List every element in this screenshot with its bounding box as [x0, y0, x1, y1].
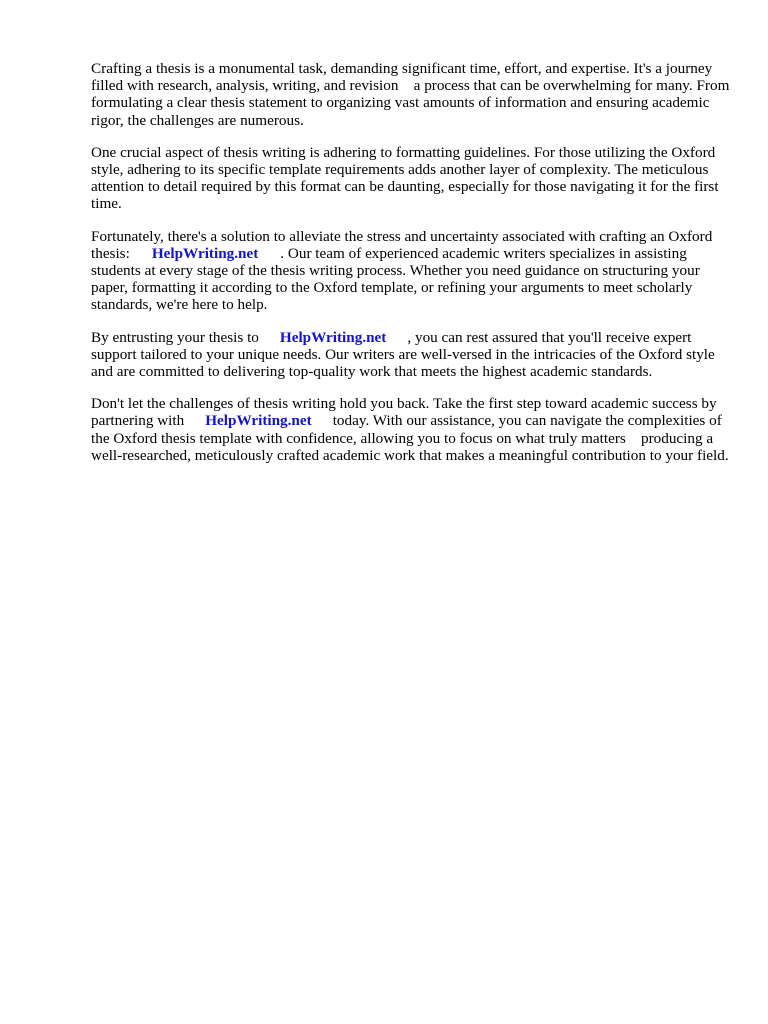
- helpwriting-link-3[interactable]: HelpWriting.net: [205, 412, 312, 430]
- helpwriting-link-2[interactable]: HelpWriting.net: [279, 328, 387, 346]
- paragraph-formatting: One crucial aspect of thesis writing is adhering to formatting guidelines. For those utilizing the Oxford style, adhering to its specific template requirements adds another layer of complexity. The meticulous attention to detail required by this format can be daunting, especially for those navigating it for the first time.: [91, 143, 719, 213]
- paragraph-closing-text-after: today. With our assistance, you can navigate the complexities of the Oxford thesis template with confidence, allowing you to focus on what truly matters producing a well-researched, meticulously crafted academic work that makes a meaningful contribution to your field.: [91, 412, 729, 464]
- paragraph-intro: Crafting a thesis is a monumental task, demanding significant time, effort, and expertise. It's a journey filled with research, analysis, writing, and revision a process that can be overwhelming for many. From formulating a clear thesis statement to organizing vast amounts of information and ensuring academic rigor, the challenges are numerous.: [91, 60, 730, 129]
- paragraph-solution-text-after: . Our team of experienced academic writers specializes in assisting students at every stage of the thesis writing process. Whether you need guidance on structuring your paper, formatting it according to the Oxford template, or refining your arguments to meet scholarly standards, we're here to help.: [91, 244, 700, 314]
- paragraph-entrusting-text-before: By entrusting your thesis to: [91, 328, 259, 346]
- paragraph-closing: [91, 395, 731, 464]
- helpwriting-link-1[interactable]: HelpWriting.net: [151, 244, 259, 262]
- paragraph-solution: [91, 228, 731, 314]
- document-body: [91, 60, 731, 479]
- paragraph-entrusting: [91, 329, 731, 381]
- paragraph-entrusting-text-after: , you can rest assured that you'll receive expert support tailored to your unique needs. Our writers are well-versed in the intricacies of the Oxford style and are committed to delivering top-quality work that meets the highest academic standards.: [91, 328, 715, 381]
- paragraph-closing-text-before: Don't let the challenges of thesis writing hold you back. Take the first step toward academic success by partnering with: [91, 395, 717, 430]
- paragraph-solution-text-before: Fortunately, there's a solution to alleviate the stress and uncertainty associated with crafting an Oxford thesis:: [91, 227, 713, 262]
